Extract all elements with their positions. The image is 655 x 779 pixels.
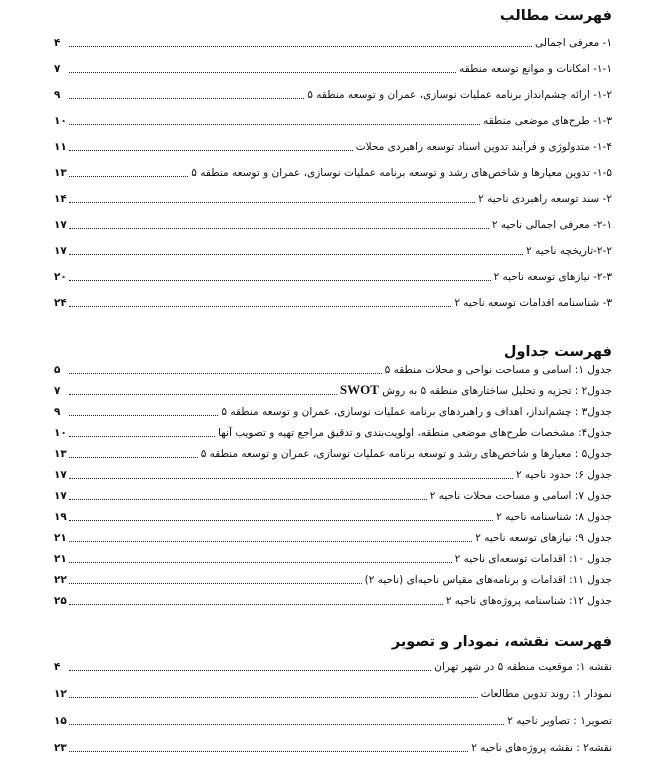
contents-entry[interactable]	[54, 86, 612, 102]
dot-leader	[69, 202, 475, 203]
entry-title: جدول ۷: اسامی و مساحت محلات ناحیه ۲	[429, 490, 612, 502]
entry-title: جدول ۹: نیازهای توسعه ناحیه ۲	[475, 532, 612, 544]
contents-entry[interactable]	[54, 138, 612, 154]
page-number: ۱۲	[54, 688, 67, 700]
entry-title: جدول۳ : چشم‌انداز، اهداف و راهبردهای برنامه عملیات نوسازی، عمران و توسعه منطقه ۵	[221, 406, 612, 418]
page-number: ۲۳	[54, 742, 67, 754]
dot-leader	[69, 254, 523, 255]
page-number: ۱۷	[54, 469, 67, 481]
dot-leader	[69, 280, 491, 281]
page-number: ۲۰	[54, 271, 67, 283]
entry-title: ۱-۵- تدوین معیارها و شاخص‌های رشد و توسعه برنامه عملیات نوسازی، عمران و توسعه منطقه ۵	[191, 167, 612, 179]
contents-title: فهرست مطالب	[499, 8, 612, 24]
dot-leader	[69, 751, 468, 752]
entry-title: جدول ۶: حدود ناحیه ۲	[515, 469, 612, 481]
dot-leader	[69, 373, 382, 374]
dot-leader	[69, 670, 431, 671]
dot-leader	[69, 583, 362, 584]
page-number: ۹	[54, 89, 61, 101]
dot-leader	[69, 499, 427, 500]
entry-title: جدول۵ : معیارها و شاخص‌های رشد و توسعه برنامه عملیات نوسازی، عمران و توسعه منطقه ۵	[200, 448, 612, 460]
table-entry[interactable]	[54, 550, 612, 566]
dot-leader	[69, 415, 218, 416]
table-entry[interactable]	[54, 466, 612, 482]
dot-leader	[69, 541, 472, 542]
dot-leader	[69, 520, 493, 521]
page-number: ۱۷	[54, 245, 67, 257]
dot-leader	[69, 724, 504, 725]
entry-title: جدول ۸: شناسنامه ناحیه ۲	[496, 511, 612, 523]
page-number: ۷	[54, 63, 61, 75]
figure-entry[interactable]	[54, 685, 612, 701]
page-number: ۷	[54, 385, 61, 397]
table-entry[interactable]	[54, 445, 612, 461]
page-number: ۱۱	[54, 141, 67, 153]
entry-title: جدول۴: مشخصات طرح‌های موضعی منطقه، اولویت‌بندی و تدقیق مراجع تهیه و تصویب آنها	[217, 427, 612, 439]
entry-title: ۱-۱- امکانات و موانع توسعه منطقه	[459, 63, 612, 75]
page-number: ۵	[54, 364, 61, 376]
tables-title: فهرست جداول	[503, 344, 612, 360]
swot-label: SWOT	[339, 382, 379, 397]
entry-title: تصویر۱ : تصاویر ناحیه ۲	[507, 715, 612, 727]
table-entry[interactable]	[54, 403, 612, 419]
page-number: ۱۴	[54, 193, 67, 205]
page-number: ۱۳	[54, 167, 67, 179]
table-entry[interactable]	[54, 571, 612, 587]
contents-entry[interactable]	[54, 190, 612, 206]
page-number: ۴	[54, 37, 61, 49]
dot-leader	[69, 150, 353, 151]
page-number: ۱۰	[54, 115, 67, 127]
table-entry[interactable]	[54, 424, 612, 440]
entry-title: ۲-۱- معرفی اجمالی ناحیه ۲	[491, 219, 612, 231]
contents-entry[interactable]	[54, 34, 612, 50]
figures-section	[54, 632, 612, 762]
entry-title: ۳- شناسنامه اقدامات توسعه ناحیه ۲	[454, 297, 612, 309]
table-entry[interactable]	[54, 487, 612, 503]
table-entry[interactable]	[54, 508, 612, 524]
page-number: ۱۷	[54, 219, 67, 231]
page-number: ۱۹	[54, 511, 67, 523]
dot-leader	[69, 98, 304, 99]
figure-entry[interactable]	[54, 739, 612, 755]
contents-entry[interactable]	[54, 294, 612, 310]
contents-entry[interactable]	[54, 112, 612, 128]
entry-title: نقشه ۱: موقعیت منطقه ۵ در شهر تهران	[434, 661, 612, 673]
contents-entry[interactable]	[54, 60, 612, 76]
entry-title: ۱-۳- طرح‌های موضعی منطقه	[483, 115, 612, 127]
entry-title: ۱- معرفی اجمالی	[535, 37, 612, 49]
dot-leader	[69, 697, 478, 698]
dot-leader	[69, 46, 532, 47]
dot-leader	[69, 124, 480, 125]
dot-leader	[69, 228, 489, 229]
table-entry[interactable]	[54, 361, 612, 377]
table-entry[interactable]	[54, 592, 612, 608]
entry-title: جدول ۱: اسامی و مساحت نواحی و محلات منطقه ۵	[384, 364, 612, 376]
page-number: ۲۲	[54, 574, 67, 586]
page-number: ۱۳	[54, 448, 67, 460]
contents-entry[interactable]	[54, 164, 612, 180]
dot-leader	[69, 176, 188, 177]
table-entry[interactable]	[54, 382, 612, 398]
page-number: ۲۴	[54, 297, 67, 309]
entry-title: ۲-۲-تاریخچه ناحیه ۲	[526, 245, 612, 257]
dot-leader	[69, 457, 198, 458]
contents-entry[interactable]	[54, 216, 612, 232]
page-number: ۲۵	[54, 595, 67, 607]
entry-title: ۱-۲- ارائه چشم‌انداز برنامه عملیات نوسازی، عمران و توسعه منطقه ۵	[307, 89, 612, 101]
dot-leader	[69, 478, 513, 479]
entry-title: جدول ۱۱: اقدامات و برنامه‌های مقیاس ناحیه‌ای (ناحیه ۲)	[364, 574, 612, 586]
page-number: ۱۷	[54, 490, 67, 502]
dot-leader	[69, 306, 451, 307]
entry-title: ۲- سند توسعه راهبردی ناحیه ۲	[478, 193, 612, 205]
table-entry[interactable]	[54, 529, 612, 545]
tables-section	[54, 342, 612, 612]
contents-entry[interactable]	[54, 242, 612, 258]
entry-title: جدول ۱۲: شناسنامه پروژه‌های ناحیه ۲	[445, 595, 612, 607]
figures-title: فهرست نقشه، نمودار و تصویر	[391, 634, 612, 650]
entry-title: نمودار ۱: روند تدوین مطالعات	[480, 688, 612, 700]
entry-title-text: جدول۲ : تجزیه و تحلیل ساختارهای منطقه ۵ به روش	[382, 385, 612, 397]
figure-entry[interactable]	[54, 712, 612, 728]
entry-title: جدول ۱۰: اقدامات توسعه‌ای ناحیه ۲	[454, 553, 612, 565]
dot-leader	[69, 604, 443, 605]
page-number: ۱۰	[54, 427, 67, 439]
entry-title: نقشه۲ : نقشه پروژه‌های ناحیه ۲	[471, 742, 612, 754]
entry-title	[338, 383, 612, 398]
figure-entry[interactable]	[54, 658, 612, 674]
dot-leader	[69, 72, 456, 73]
entry-title: ۱-۴- متدولوژی و فرآیند تدوین اسناد توسعه راهبردی محلات	[355, 141, 612, 153]
page-number: ۱۵	[54, 715, 67, 727]
page-number: ۲۱	[54, 553, 67, 565]
contents-section	[54, 6, 612, 318]
page-number: ۹	[54, 406, 61, 418]
dot-leader	[69, 394, 337, 395]
contents-entry[interactable]	[54, 268, 612, 284]
page-number: ۴	[54, 661, 61, 673]
entry-title: ۲-۳- نیازهای توسعه ناحیه ۲	[493, 271, 612, 283]
dot-leader	[69, 562, 452, 563]
page-number: ۲۱	[54, 532, 67, 544]
dot-leader	[69, 436, 215, 437]
